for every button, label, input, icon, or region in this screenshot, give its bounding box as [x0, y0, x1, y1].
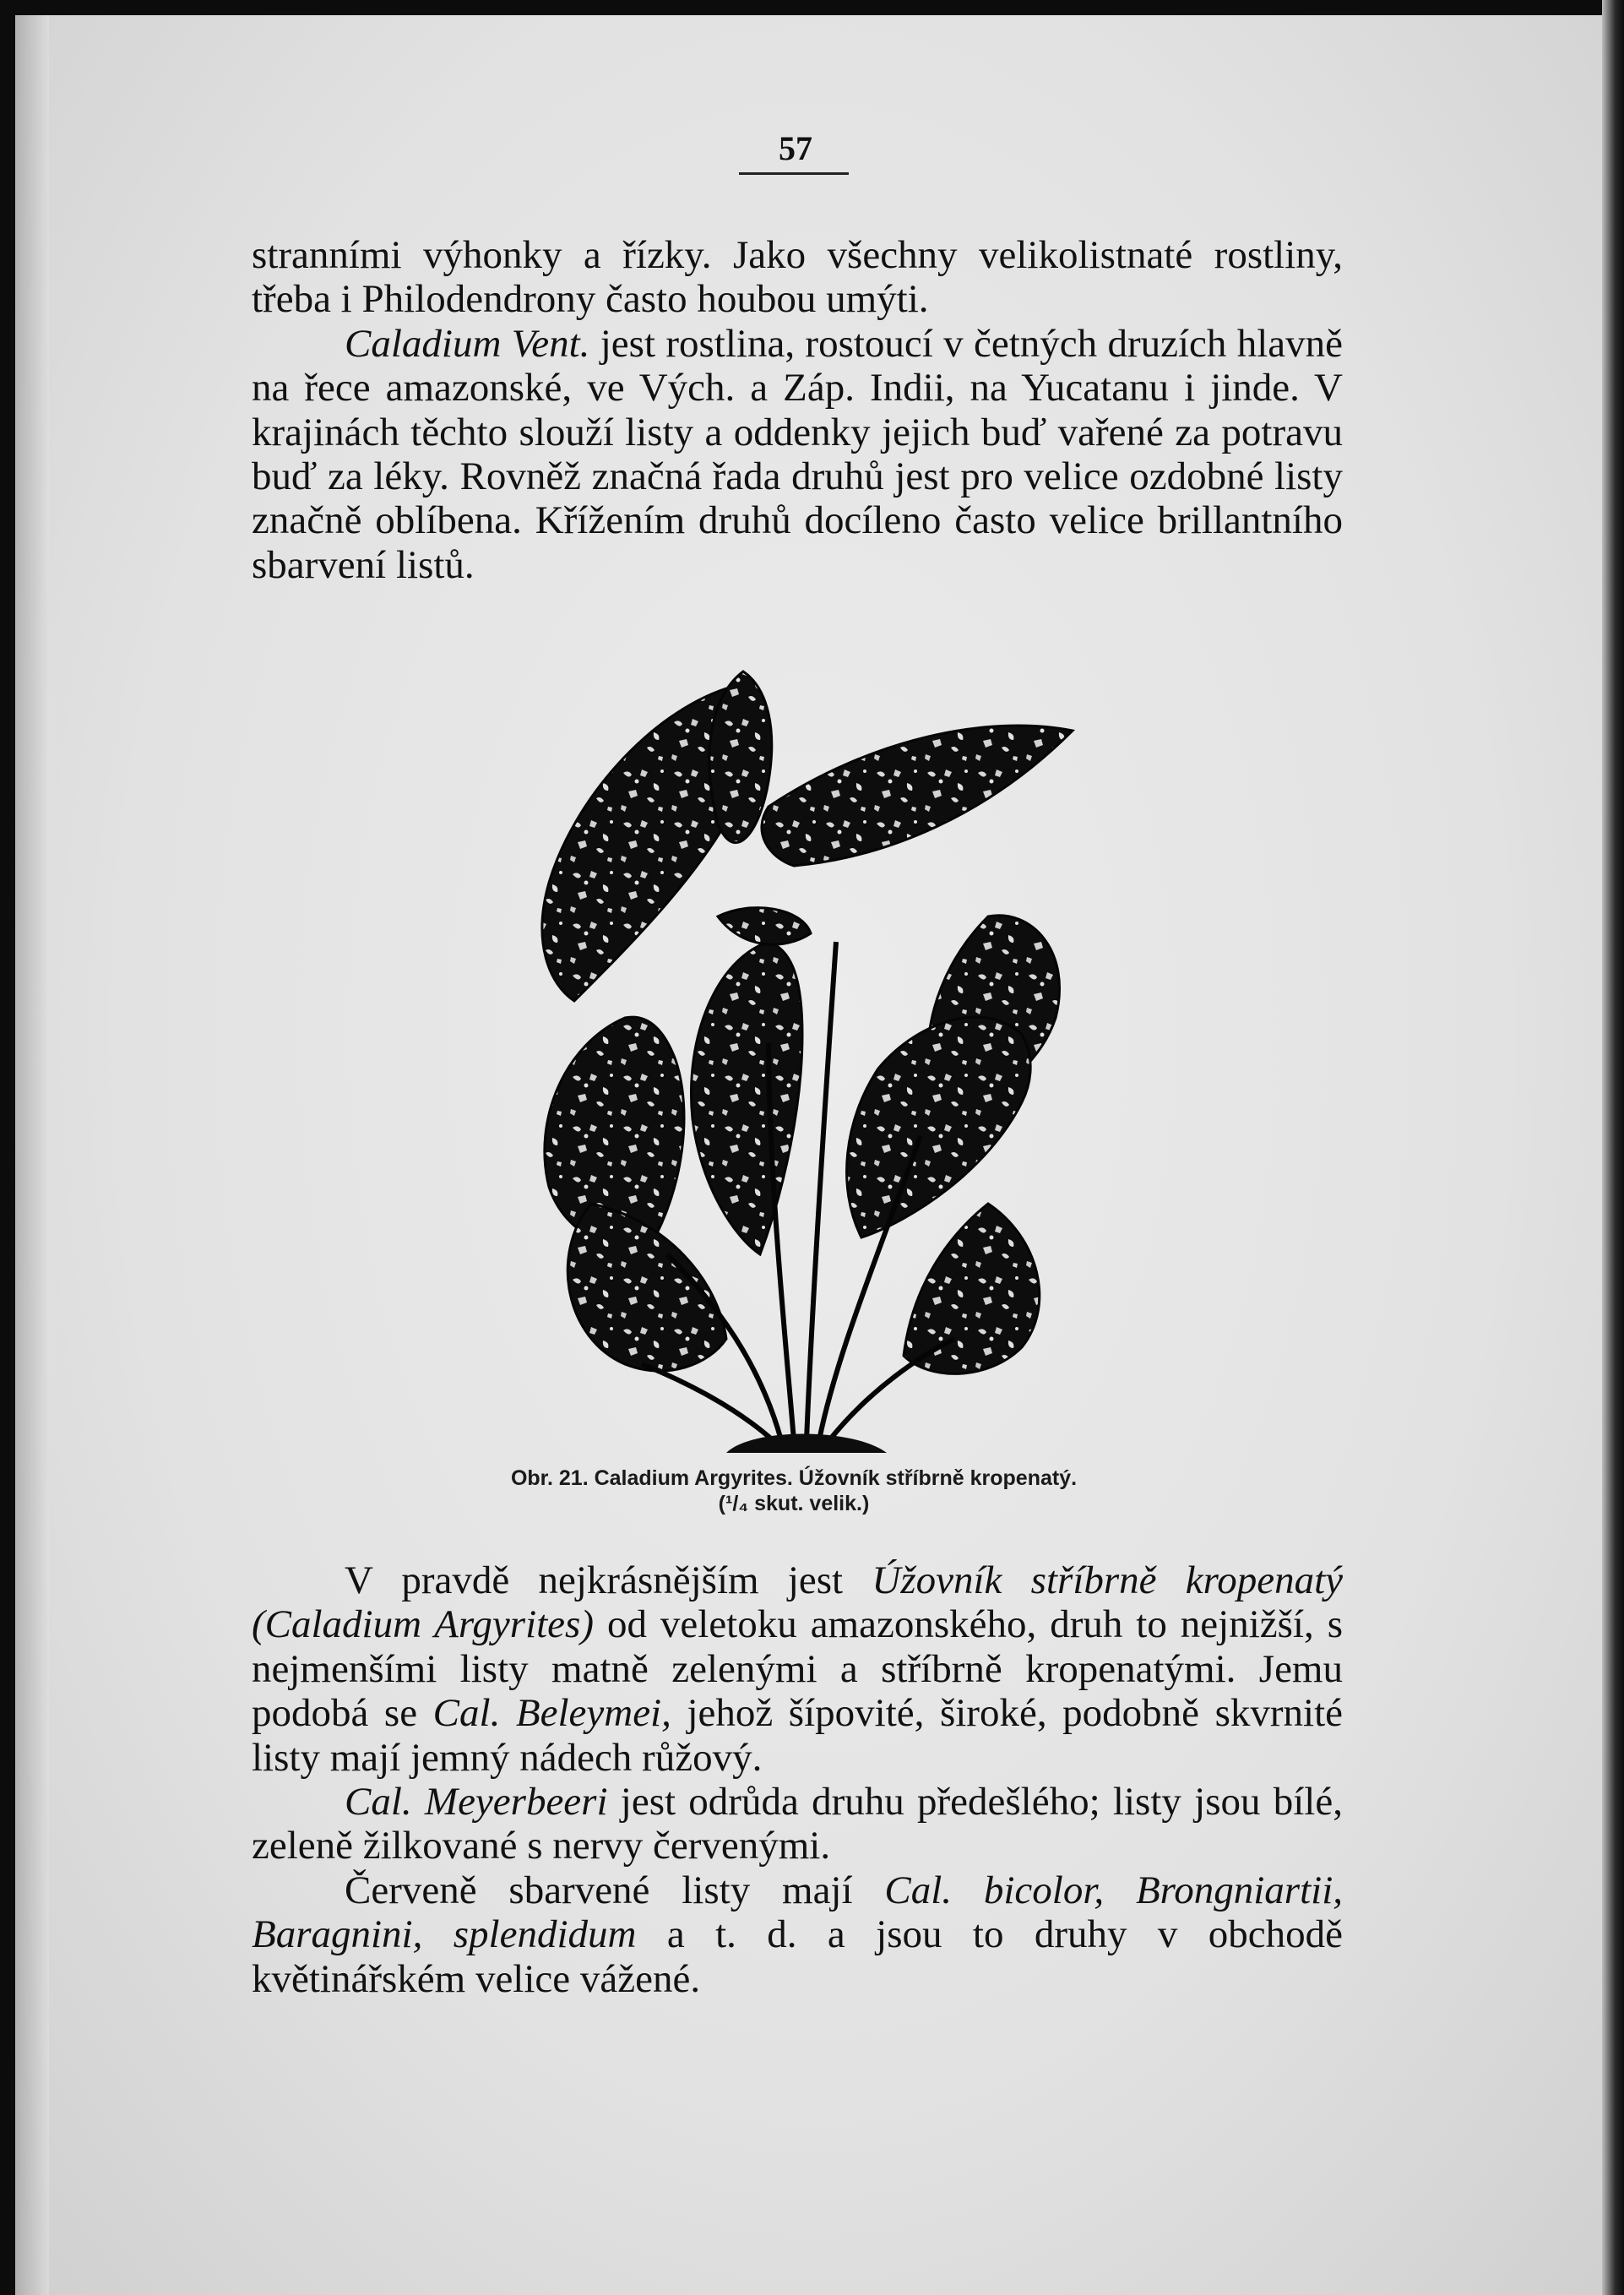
- species-name: Cal. Beleymei,: [432, 1691, 671, 1736]
- text-block-top: [252, 233, 1343, 587]
- paragraph-argyrites: [252, 1558, 1343, 1780]
- caption-line-1: Obr. 21. Caladium Argyrites. Úžovník stříbrně kropenatý.: [510, 1466, 1078, 1490]
- species-name: Úžovník stříbrně kropenatý (Caladium Argyrites): [252, 1558, 1343, 1647]
- paragraph-text: jest odrůda druhu předešlého; listy jsou bílé, zeleně žilkované s nervy červenými.: [252, 1780, 1343, 1868]
- caption-line-2: (¹/₄ skut. velik.): [718, 1492, 870, 1515]
- paragraph-red-leaves: [252, 1868, 1343, 2001]
- paragraph-text: jehož šípovité, široké, podobně skvrnité listy mají jemný nádech růžový.: [252, 1691, 1344, 1780]
- figure-caption: [397, 1466, 1191, 1516]
- scan-border-right: [1602, 0, 1624, 2295]
- scan-border-left: [0, 0, 15, 2295]
- species-name: Caladium Vent.: [345, 321, 590, 366]
- paragraph-text: V pravdě nejkrásnějším jest: [345, 1558, 872, 1602]
- soil-mound: [726, 1434, 887, 1454]
- page-number-rule: [739, 172, 849, 175]
- paragraph-meyerbeeri: [252, 1780, 1343, 1868]
- paragraph-text: od veletoku amazonského, druh to nejnižší, s nejmenšími listy matně zelenými a stříbrně kropenatými. Jemu podobá se: [252, 1602, 1343, 1736]
- plant-leaves: [542, 672, 1073, 1373]
- page-number: 57: [779, 129, 812, 167]
- paragraph-caladium: [252, 322, 1343, 587]
- paragraph-text: jest rostlina, rostoucí v četných druzích hlavně na řece amazonské, ve Vých. a Záp. Indii, na Yucatanu i jinde. V krajinách těchto slouží listy a oddenky jejich buď vařené za potravu buď za léky. Rovněž značná řada druhů jest pro velice ozdobné listy značně oblíbena. Křížením druhů docíleno často velice brillantního sbarvení listů.: [252, 321, 1344, 587]
- caladium-plant-illustration: [515, 663, 1123, 1461]
- species-name: Cal. bicolor, Brongniartii, Baragnini, splendidum: [252, 1868, 1343, 1957]
- text-block-bottom: [252, 1558, 1343, 2001]
- page-fold-shadow: [15, 0, 49, 2295]
- paragraph-text: Červeně sbarvené listy mají: [345, 1868, 885, 1912]
- scan-border-top: [0, 0, 1624, 15]
- paragraph-text: a t. d. a jsou to druhy v obchodě květinářském velice vážené.: [252, 1912, 1344, 2001]
- species-name: Cal. Meyerbeeri: [345, 1780, 608, 1825]
- paragraph: stranními výhonky a řízky. Jako všechny velikolistnaté rostliny, třeba i Philodendrony často houbou umýti.: [252, 233, 1343, 322]
